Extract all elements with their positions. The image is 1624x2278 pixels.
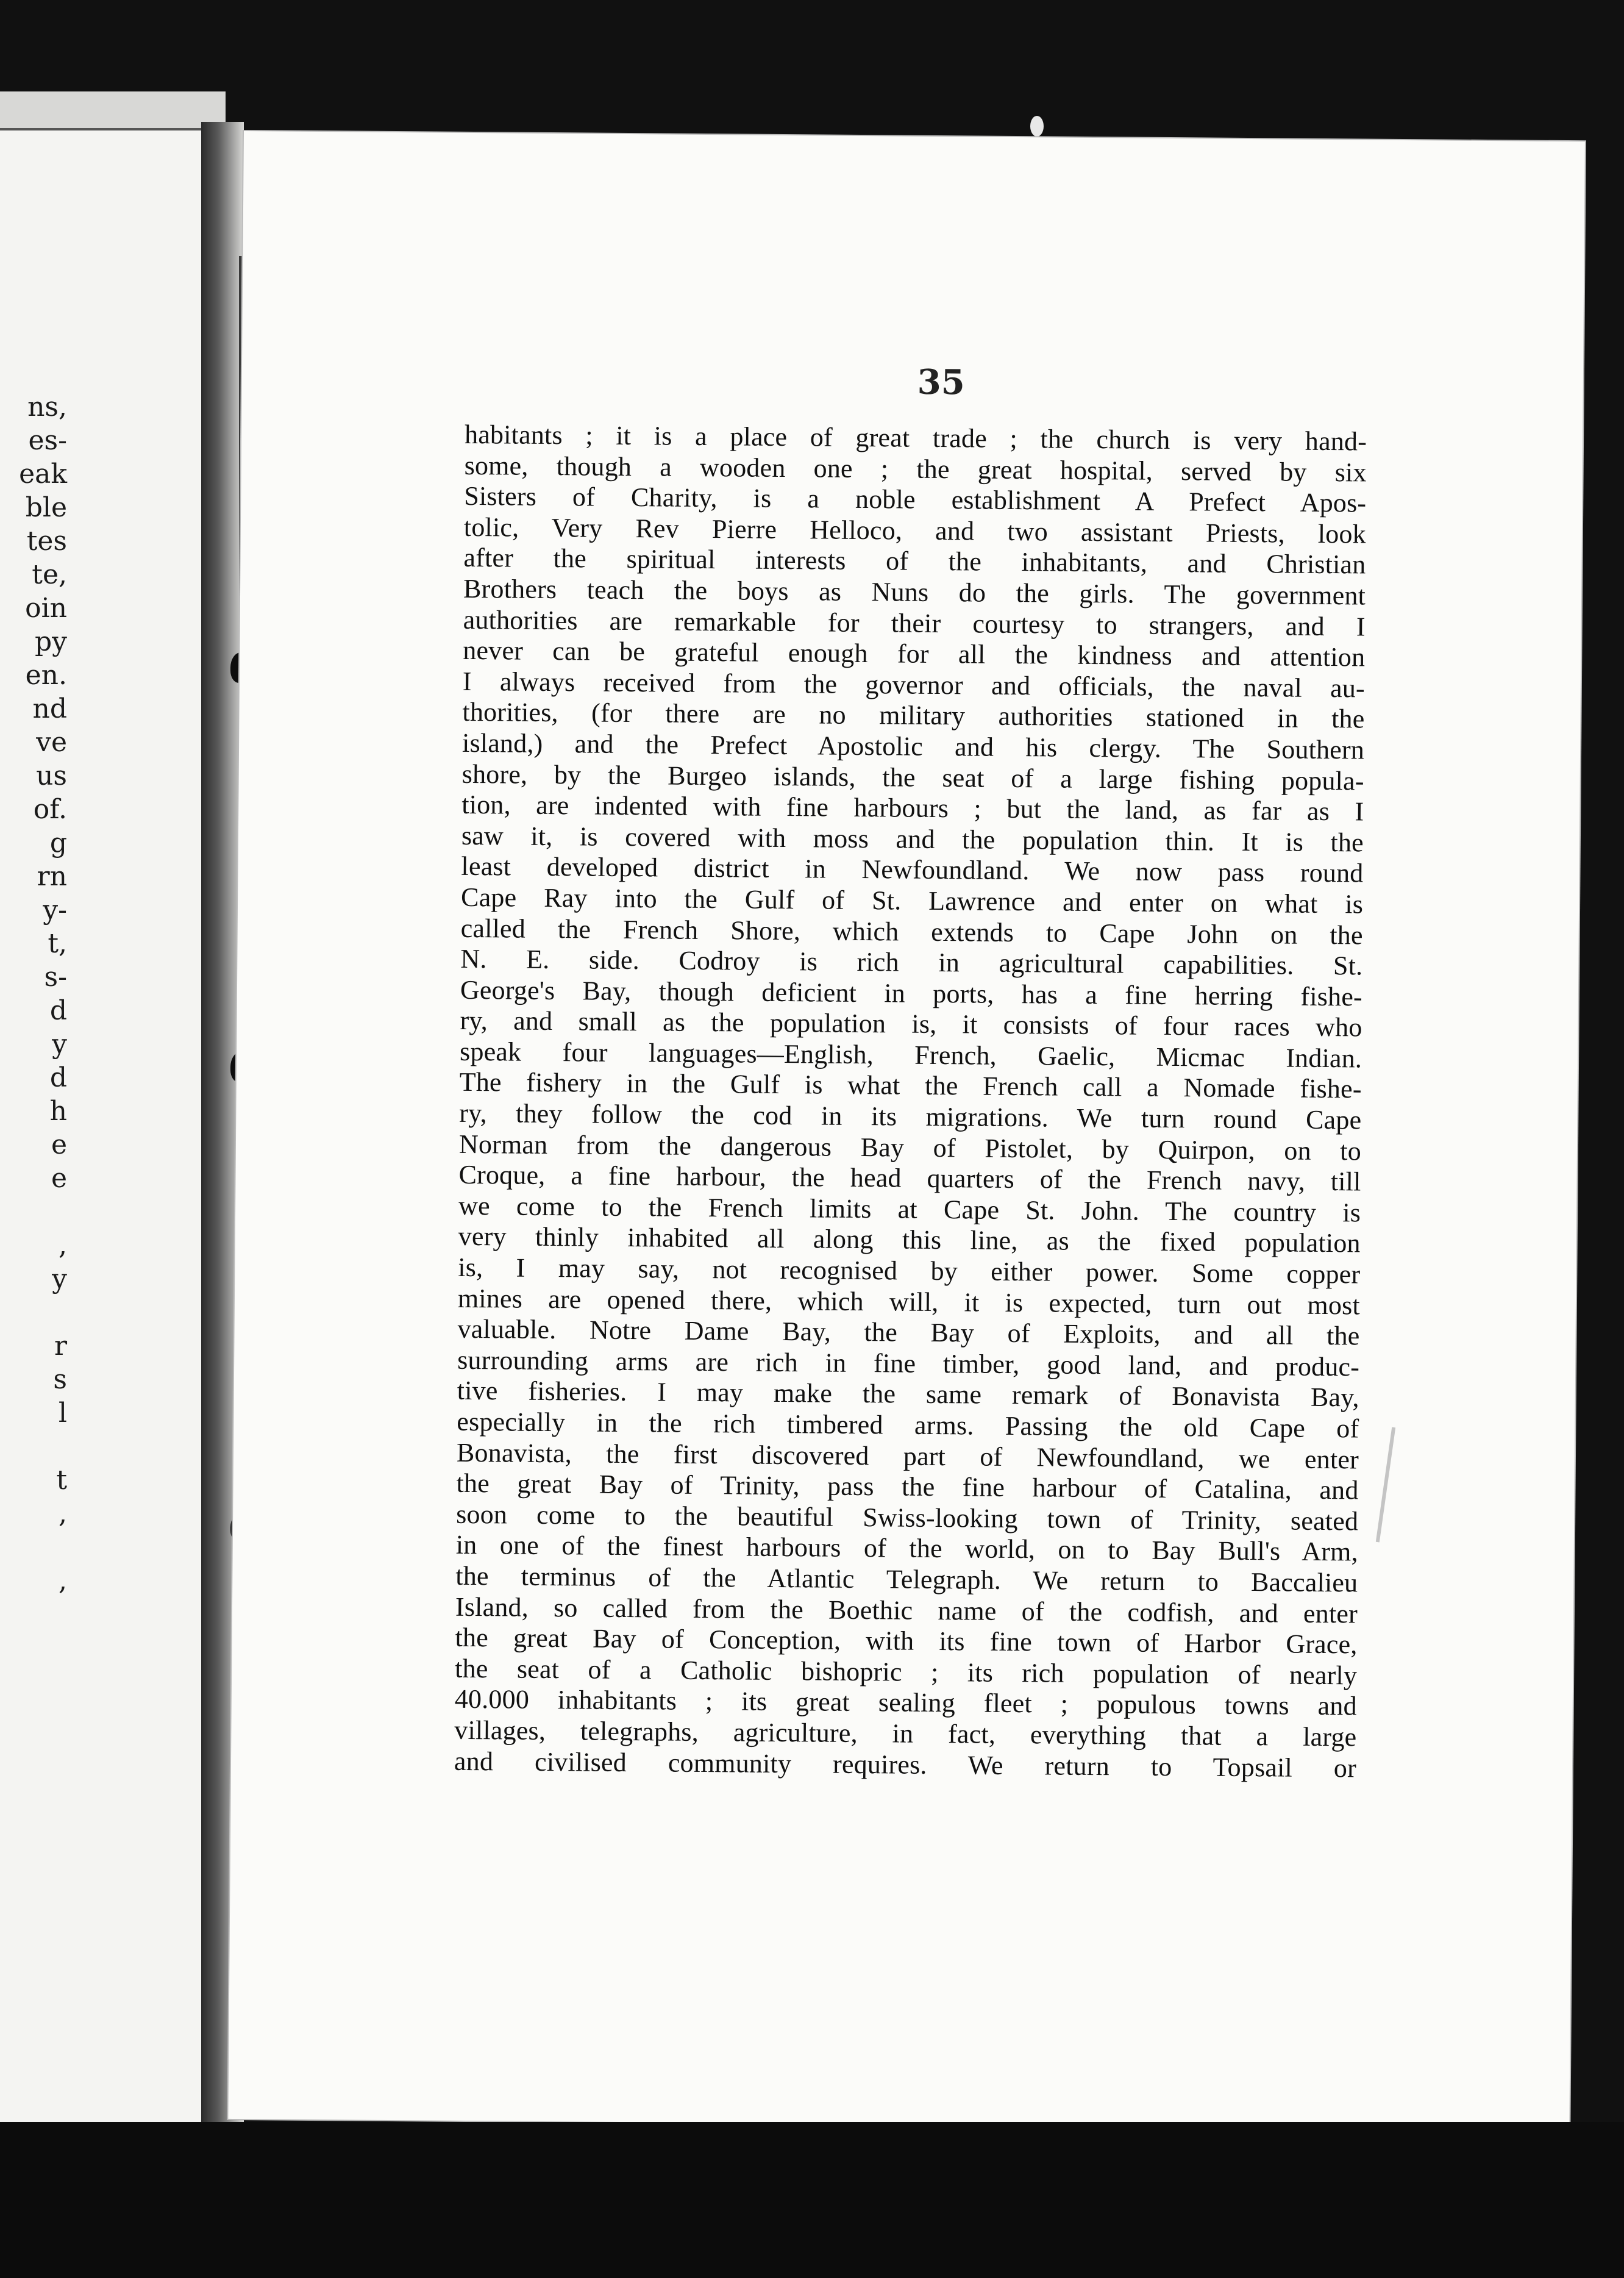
text-line: habitants ; it is a place of great trade ; the church is very hand- xyxy=(464,419,1367,457)
text-line: tolic, Very Rev Pierre Helloco, and two assistant Priests, look xyxy=(463,512,1367,549)
text-line: least developed district in Newfoundland. We now pass round xyxy=(461,851,1364,888)
left-page-fragment xyxy=(0,1296,67,1329)
text-line: surrounding arms are rich in fine timber, good land, and produc- xyxy=(457,1344,1360,1382)
left-page-fragment xyxy=(0,1530,67,1564)
page-number: 35 xyxy=(917,362,965,403)
left-page-fragment: tes xyxy=(26,526,67,557)
left-page-fragment: d xyxy=(49,1062,67,1093)
text-line: valuable. Notre Dame Bay, the Bay of Exploits, and all the xyxy=(457,1314,1360,1351)
text-line: shore, by the Burgeo islands, the seat of a large fishing popula- xyxy=(461,759,1364,796)
left-page-fragment: es- xyxy=(28,425,67,456)
left-page-fragment: us xyxy=(36,760,67,791)
left-page-top-edge xyxy=(0,91,226,130)
book-page xyxy=(228,131,1585,2129)
left-page-fragment: te, xyxy=(32,559,67,590)
left-page-fragment: e xyxy=(51,1163,67,1194)
text-line: called the French Shore, which extends to Cape John on the xyxy=(460,913,1363,950)
left-page-fragment: en. xyxy=(25,660,67,691)
text-line: the great Bay of Trinity, pass the fine harbour of Catalina, and xyxy=(456,1468,1359,1505)
text-line: mines are opened there, which will, it is expected, turn out most xyxy=(457,1283,1361,1321)
text-line: Croque, a fine harbour, the head quarters of the French navy, till xyxy=(458,1160,1361,1197)
text-line: I always received from the governor and officials, the naval au- xyxy=(462,666,1366,704)
left-page-fragment: ns, xyxy=(27,391,67,423)
text-line: the seat of a Catholic bishopric ; its rich population of nearly xyxy=(455,1653,1358,1691)
left-page-fragment: s xyxy=(53,1364,67,1395)
text-line: Island, so called from the Boethic name of the codfish, and enter xyxy=(455,1591,1358,1629)
left-page-fragment: t xyxy=(56,1465,67,1496)
left-page-fragment xyxy=(0,1195,67,1229)
text-line: we come to the French limits at Cape St. John. The country is xyxy=(458,1190,1361,1228)
text-line: in one of the finest harbours of the world, on to Bay Bull's Arm, xyxy=(455,1530,1358,1567)
text-line: is, I may say, not recognised by either power. Some copper xyxy=(458,1252,1361,1290)
left-page-fragment: l xyxy=(58,1398,67,1429)
left-page-fragment: h xyxy=(49,1096,67,1127)
left-page-fragment: e xyxy=(51,1129,67,1160)
text-line: Norman from the dangerous Bay of Pistolet, by Quirpon, on to xyxy=(458,1129,1362,1166)
text-line: very thinly inhabited all along this line, as the fixed population xyxy=(458,1221,1361,1259)
text-line: George's Bay, though deficient in ports, has a fine herring fishe- xyxy=(460,974,1363,1012)
left-page-fragment: nd xyxy=(32,693,67,724)
left-page-fragment: oin xyxy=(25,593,67,624)
text-line: Bonavista, the first discovered part of Newfoundland, we enter xyxy=(456,1437,1359,1475)
left-page-fragment: py xyxy=(34,626,67,657)
left-page-text-fragments xyxy=(0,390,67,1598)
text-line: N. E. side. Codroy is rich in agricultural capabilities. St. xyxy=(460,943,1363,981)
text-line: Brothers teach the boys as Nuns do the girls. The government xyxy=(463,573,1366,611)
text-line: tive fisheries. I may make the same remark of Bonavista Bay, xyxy=(457,1376,1359,1413)
left-page-fragment: y xyxy=(52,1263,67,1294)
left-page-fragment: y- xyxy=(43,894,67,926)
text-line: villages, telegraphs, agriculture, in fact, everything that a large xyxy=(454,1715,1357,1752)
text-line: Sisters of Charity, is a noble establishment A Prefect Apos- xyxy=(464,481,1367,518)
left-page-fragment: t, xyxy=(48,928,67,959)
text-line: Cape Ray into the Gulf of St. Lawrence and enter on what is xyxy=(460,882,1364,919)
text-line: saw it, is covered with moss and the population thin. It is the xyxy=(461,820,1364,858)
scan-bottom-shadow xyxy=(0,2122,1624,2278)
text-line: 40.000 inhabitants ; its great sealing fleet ; populous towns and xyxy=(454,1684,1357,1721)
text-line: tion, are indented with fine harbours ; but the land, as far as I xyxy=(461,789,1364,827)
left-page-fragment: g xyxy=(49,827,67,859)
page-body-text xyxy=(454,420,1367,1784)
text-line: after the spiritual interests of the inhabitants, and Christian xyxy=(463,543,1366,580)
scan-speck xyxy=(1030,116,1044,137)
left-page-fragment: ble xyxy=(25,492,67,523)
text-line: speak four languages—English, French, Gaelic, Micmac Indian. xyxy=(459,1036,1362,1074)
text-line: never can be grateful enough for all the kindness and attention xyxy=(463,635,1366,673)
text-line: thorities, (for there are no military authorities stationed in the xyxy=(462,697,1365,734)
text-line: The fishery in the Gulf is what the French call a Nomade fishe- xyxy=(459,1067,1362,1104)
text-line: the great Bay of Conception, with its fine town of Harbor Grace, xyxy=(455,1622,1358,1660)
text-line: authorities are remarkable for their courtesy to strangers, and I xyxy=(463,604,1366,642)
left-page-fragment xyxy=(0,1430,67,1463)
left-page-fragment: eak xyxy=(19,459,67,490)
left-page-fragment: , xyxy=(59,1230,67,1261)
left-page-fragment: ve xyxy=(36,727,67,758)
text-line: especially in the rich timbered arms. Passing the old Cape of xyxy=(457,1406,1359,1444)
text-line: ry, they follow the cod in its migrations. We turn round Cape xyxy=(459,1098,1362,1135)
left-page-fragment: , xyxy=(59,1498,67,1529)
left-page-fragment: s- xyxy=(44,962,67,993)
text-line: island,) and the Prefect Apostolic and his clergy. The Southern xyxy=(461,727,1365,765)
left-page-fragment: y xyxy=(52,1029,67,1060)
text-line: some, though a wooden one ; the great hospital, served by six xyxy=(464,450,1367,488)
left-page-fragment: r xyxy=(54,1330,67,1362)
text-line: soon come to the beautiful Swiss-looking town of Trinity, seated xyxy=(456,1499,1359,1537)
left-page-fragment: d xyxy=(49,995,67,1026)
text-line: and civilised community requires. We return to Topsail or xyxy=(454,1746,1357,1783)
text-line: the terminus of the Atlantic Telegraph. We return to Baccalieu xyxy=(455,1560,1358,1598)
text-line: ry, and small as the population is, it consists of four races who xyxy=(460,1005,1362,1043)
left-page-fragment: , xyxy=(59,1565,67,1596)
left-page-fragment: rn xyxy=(37,861,67,892)
left-page-fragment: of. xyxy=(33,794,67,825)
